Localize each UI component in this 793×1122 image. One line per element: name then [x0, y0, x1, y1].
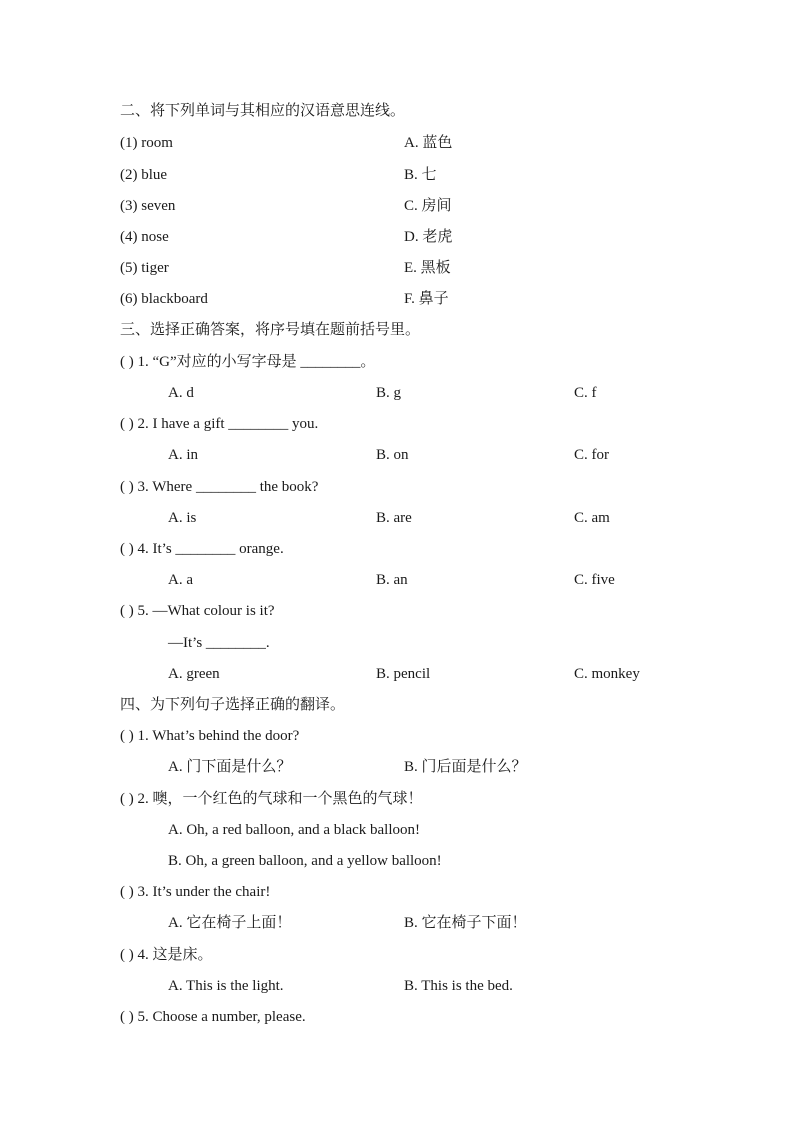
option-a: A. is	[168, 510, 197, 526]
word-item: (5) tiger	[120, 260, 169, 276]
option-b: B. This is the bed.	[404, 978, 513, 994]
question-text: ( ) 1. “G”对应的小写字母是 ________。	[120, 354, 376, 370]
word-item: (6) blackboard	[120, 291, 208, 307]
question-text: ( ) 3. It’s under the chair!	[120, 884, 271, 900]
question-text: ( ) 5. Choose a number, please.	[120, 1009, 306, 1025]
option-a: A. 它在椅子上面！	[168, 915, 292, 931]
word-item: (1) room	[120, 135, 173, 151]
option-b: B. g	[376, 385, 402, 401]
option-a: A. in	[168, 447, 198, 463]
meaning-item: D. 老虎	[404, 229, 453, 245]
question-text: ( ) 5. —What colour is it?	[120, 603, 275, 619]
question-text: ( ) 3. Where ________ the book?	[120, 479, 319, 495]
option-a: A. This is the light.	[168, 978, 284, 994]
option-a: A. Oh, a red balloon, and a black balloon!	[168, 822, 421, 838]
meaning-item: B. 七	[404, 167, 437, 183]
meaning-item: F. 鼻子	[404, 291, 449, 307]
question-text: ( ) 2. I have a gift ________ you.	[120, 416, 319, 432]
option-b: B. Oh, a green balloon, and a yellow balloon!	[168, 853, 442, 869]
option-c: C. monkey	[574, 666, 640, 682]
option-b: B. pencil	[376, 666, 431, 682]
option-b: B. 门后面是什么？	[404, 759, 527, 775]
question-text: ( ) 4. It’s ________ orange.	[120, 541, 284, 557]
question-text: ( ) 2. 噢，一个红色的气球和一个黑色的气球！	[120, 791, 423, 807]
option-a: A. 门下面是什么？	[168, 759, 292, 775]
question-text: ( ) 4. 这是床。	[120, 947, 213, 963]
word-item: (4) nose	[120, 229, 169, 245]
question-text: ( ) 1. What’s behind the door?	[120, 728, 300, 744]
meaning-item: A. 蓝色	[404, 135, 453, 151]
meaning-item: C. 房间	[404, 198, 452, 214]
option-a: A. green	[168, 666, 220, 682]
section2-heading: 二、将下列单词与其相应的汉语意思连线。	[120, 103, 406, 119]
option-c: C. am	[574, 510, 610, 526]
option-b: B. on	[376, 447, 409, 463]
section3-heading: 三、选择正确答案，将序号填在题前括号里。	[120, 322, 421, 338]
word-item: (3) seven	[120, 198, 176, 214]
option-a: A. d	[168, 385, 194, 401]
section4-heading: 四、为下列句子选择正确的翻译。	[120, 697, 346, 713]
option-b: B. are	[376, 510, 412, 526]
option-b: B. 它在椅子下面！	[404, 915, 527, 931]
meaning-item: E. 黑板	[404, 260, 451, 276]
word-item: (2) blue	[120, 167, 168, 183]
option-c: C. five	[574, 572, 615, 588]
option-b: B. an	[376, 572, 408, 588]
option-c: C. f	[574, 385, 597, 401]
option-c: C. for	[574, 447, 609, 463]
option-a: A. a	[168, 572, 193, 588]
question-subline: —It’s ________.	[168, 635, 270, 651]
